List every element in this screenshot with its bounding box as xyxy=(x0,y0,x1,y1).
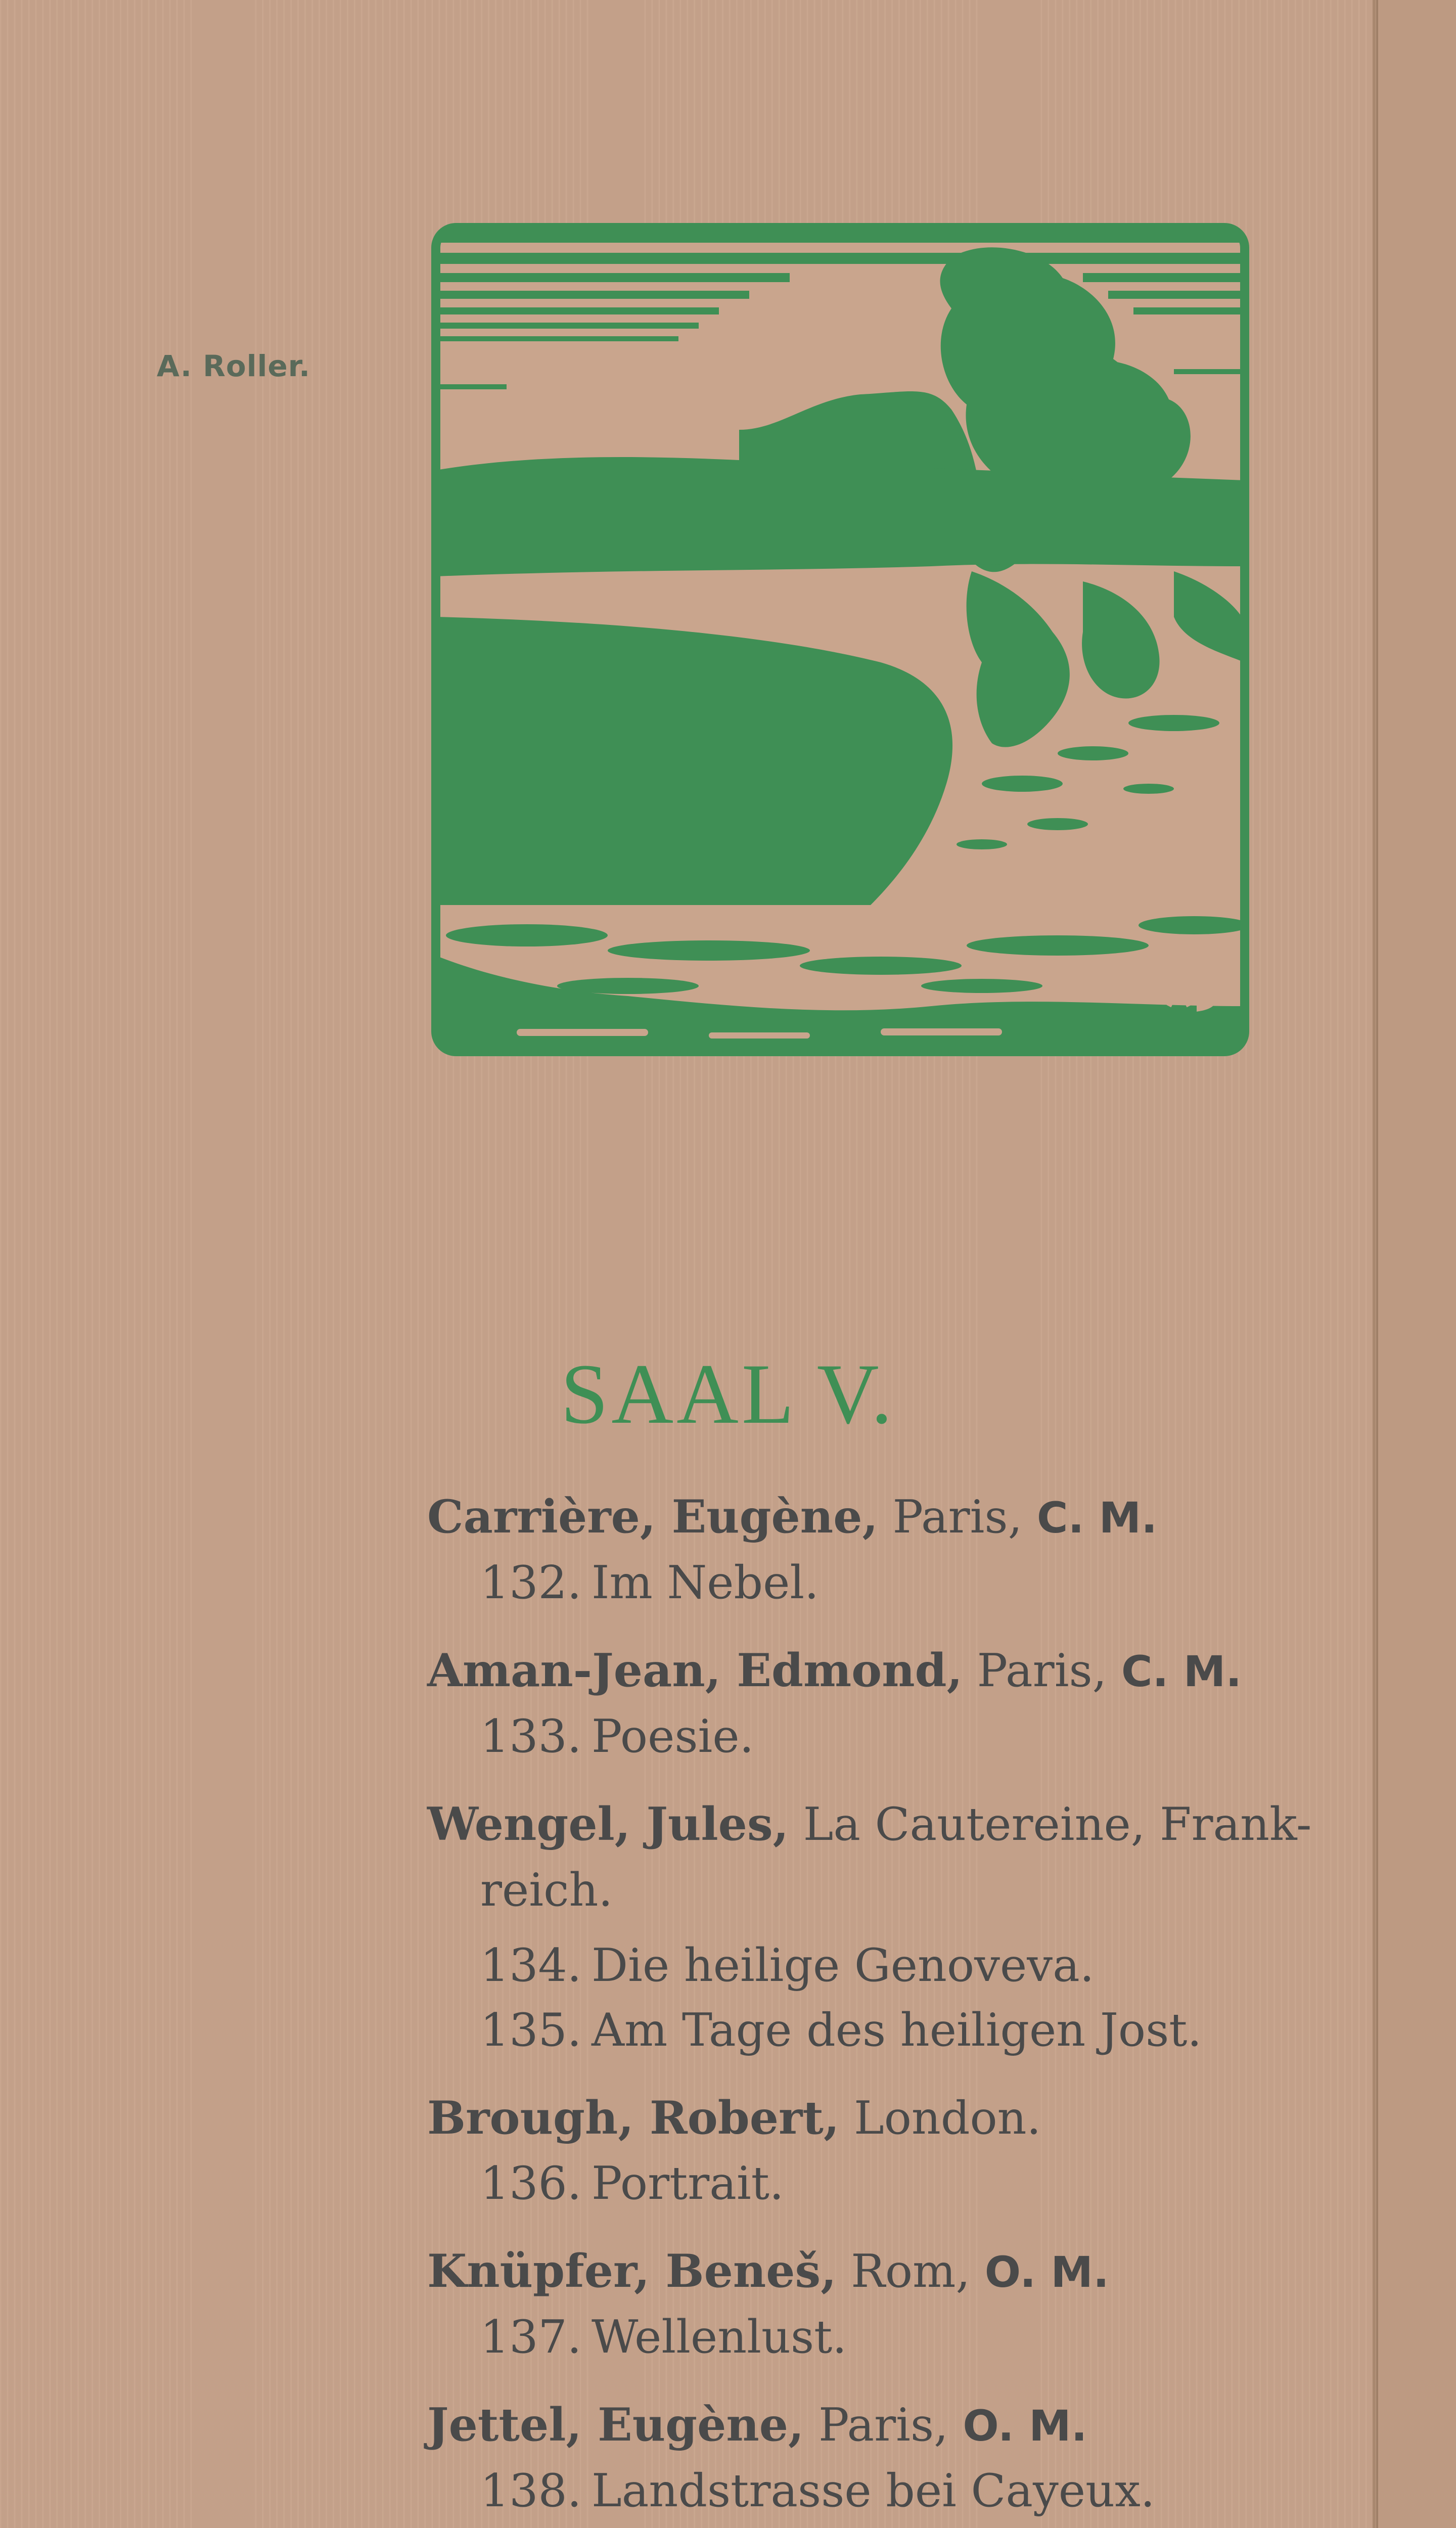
artist-place: Rom, xyxy=(851,2245,971,2298)
work-title: Poesie. xyxy=(592,1710,754,1763)
work-number: 133. xyxy=(480,1710,582,1763)
work-item xyxy=(427,2523,1297,2528)
board-edge-line xyxy=(1376,0,1378,2528)
artist-place: Paris, xyxy=(977,1644,1107,1697)
artist-line xyxy=(427,1484,1297,1551)
artist-name: Knüpfer, Beneš, xyxy=(427,2244,837,2298)
work-title: Am Tage des heiligen Jost. xyxy=(592,2004,1202,2057)
work-number: 132. xyxy=(480,1556,582,1609)
award-badge: C. M. xyxy=(1036,1493,1158,1543)
work-item xyxy=(427,1933,1297,1998)
hall-title: SAAL V. xyxy=(560,1346,896,1441)
artist-place-continued: reich. xyxy=(480,1864,613,1917)
work-item xyxy=(427,2305,1297,2370)
artist-place: Paris, xyxy=(892,1491,1023,1544)
artist-name: Wengel, Jules, xyxy=(427,1797,789,1851)
artist-line xyxy=(427,1791,1312,1858)
artist-line xyxy=(427,2392,1297,2459)
work-title: Wellenlust. xyxy=(592,2311,847,2364)
artist-place: Paris, xyxy=(818,2399,948,2452)
work-item xyxy=(427,2151,1297,2216)
artist-line xyxy=(427,2238,1297,2305)
artist-place: London. xyxy=(853,2092,1041,2145)
work-item xyxy=(427,2459,1297,2523)
artist-name: Carrière, Eugène, xyxy=(427,1490,878,1544)
work-title: Landstrasse bei Cayeux. xyxy=(592,2464,1155,2517)
artist-name: Brough, Robert, xyxy=(427,2091,840,2145)
award-badge: O. M. xyxy=(963,2401,1087,2451)
work-item xyxy=(427,1998,1297,2063)
award-badge: O. M. xyxy=(984,2247,1109,2297)
artist-entry xyxy=(427,1791,1312,2063)
work-number xyxy=(480,2523,592,2528)
work-title: Die heilige Genoveva. xyxy=(592,1939,1095,1992)
board-edge xyxy=(1373,0,1456,2528)
work-number: 137. xyxy=(480,2311,582,2364)
work-title xyxy=(592,2523,1297,2528)
work-title: Im Nebel. xyxy=(592,1556,819,1609)
catalog-list xyxy=(427,1484,1312,2528)
artist-entry xyxy=(427,2085,1297,2216)
artist-credit: A. Roller. xyxy=(157,349,311,383)
artist-place: La Cautereine, Frank- xyxy=(803,1798,1312,1851)
artist-entry xyxy=(427,1484,1297,1615)
artist-entry xyxy=(427,1638,1297,1769)
work-item xyxy=(427,1704,1297,1769)
artist-name: Aman-Jean, Edmond, xyxy=(427,1644,963,1697)
artist-entry xyxy=(427,2392,1297,2528)
work-title: Portrait. xyxy=(592,2157,784,2210)
artist-line xyxy=(427,2085,1297,2151)
artist-entry xyxy=(427,2238,1297,2370)
work-number: 136. xyxy=(480,2157,582,2210)
award-badge: C. M. xyxy=(1121,1647,1242,1696)
artist-line xyxy=(427,1638,1297,1704)
work-number: 134. xyxy=(480,1939,582,1992)
landscape-woodcut-illustration xyxy=(426,217,1255,1062)
artist-name: Jettel, Eugène, xyxy=(427,2398,804,2452)
work-number: 138. xyxy=(480,2464,582,2517)
work-number: 135. xyxy=(480,2004,582,2057)
work-item xyxy=(427,1551,1297,1615)
